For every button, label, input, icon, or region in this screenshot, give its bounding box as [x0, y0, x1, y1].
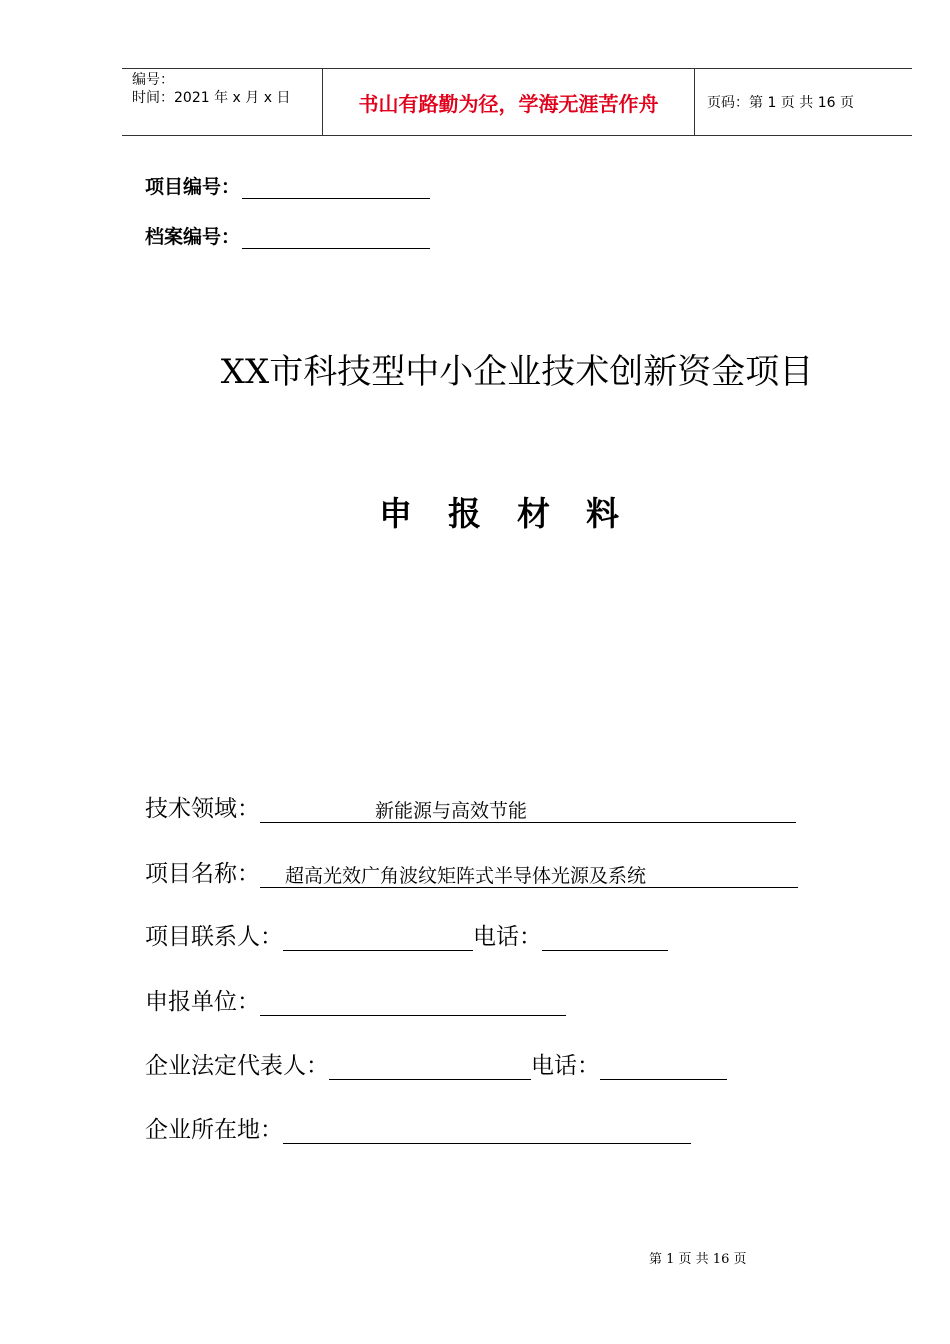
legal-rep-row	[145, 1047, 727, 1080]
address-label: 企业所在地：	[145, 1117, 283, 1143]
project-name-label: 项目名称：	[145, 861, 260, 887]
header-table	[122, 68, 912, 136]
contact-blank[interactable]	[283, 924, 473, 951]
legal-rep-label: 企业法定代表人：	[145, 1053, 329, 1079]
tech-field-label: 技术领域：	[145, 796, 260, 822]
address-blank[interactable]	[283, 1117, 691, 1144]
applicant-blank[interactable]	[260, 989, 566, 1016]
tech-field-row	[145, 790, 796, 823]
address-row	[145, 1111, 691, 1144]
phone-label-1: 电话：	[473, 924, 542, 950]
archive-number-blank[interactable]	[242, 228, 430, 249]
phone-blank-2[interactable]	[600, 1053, 727, 1080]
document-subtitle: 申报材料	[379, 494, 655, 533]
archive-number-label: 档案编号：	[145, 226, 241, 248]
project-number-label: 项目编号：	[145, 176, 241, 198]
doc-number-label: 编号：	[132, 72, 174, 88]
contact-row	[145, 918, 668, 951]
legal-rep-blank[interactable]	[329, 1053, 531, 1080]
header-meta-cell	[122, 69, 323, 135]
archive-number-field	[145, 222, 430, 249]
header-motto-cell	[323, 69, 695, 135]
tech-field-blank[interactable]	[260, 796, 796, 823]
phone-blank-1[interactable]	[542, 924, 668, 951]
phone-label-2: 电话：	[531, 1053, 600, 1079]
project-name-row	[145, 855, 798, 888]
contact-label: 项目联系人：	[145, 924, 283, 950]
footer-page-number: 第 1 页 共 16 页	[649, 1252, 747, 1267]
header-page-info: 页码：第 1 页 共 16 页	[707, 95, 854, 111]
applicant-row	[145, 983, 566, 1016]
header-page-cell	[695, 69, 912, 135]
applicant-label: 申报单位：	[145, 989, 260, 1015]
project-number-blank[interactable]	[242, 178, 430, 199]
doc-time-label: 时间：2021 年 x 月 x 日	[132, 90, 291, 106]
project-name-blank[interactable]	[260, 861, 798, 888]
project-name-value: 超高光效广角波纹矩阵式半导体光源及系统	[285, 865, 647, 887]
document-title: XX市科技型中小企业技术创新资金项目	[220, 352, 814, 392]
header-motto: 书山有路勤为径，学海无涯苦作舟	[358, 91, 659, 116]
project-number-field	[145, 172, 430, 199]
tech-field-value: 新能源与高效节能	[375, 800, 528, 822]
